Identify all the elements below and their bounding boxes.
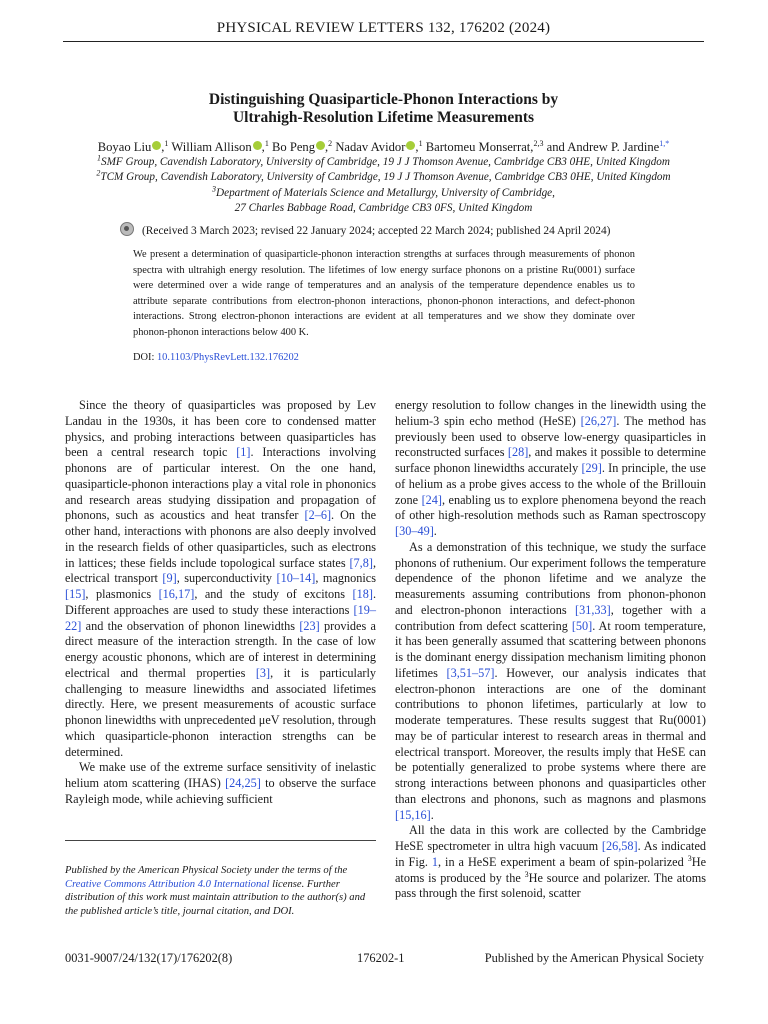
received-dates: (Received 3 March 2023; revised 22 January 2024; accepted 22 March 2024; published 24 April 2024): [120, 222, 660, 239]
orcid-icon[interactable]: [253, 141, 262, 150]
reference-link[interactable]: [3,51–57]: [446, 665, 495, 680]
reference-link[interactable]: [9]: [162, 571, 177, 586]
paragraph: All the data in this work are collected by the Cambridge HeSE spectrometer in ultra high vacuum [26,58]. As indicated in Fig. 1, in a HeSE experiment a beam of spin-polarized $^3$He atoms is produced by the $^3$He source and polarizer. The atoms pass through the first solenoid, scatter: [395, 823, 707, 901]
header-rule: [63, 41, 704, 42]
reference-link[interactable]: [29]: [581, 461, 602, 475]
reference-link[interactable]: [10–14]: [276, 571, 316, 586]
body-right-column: [395, 398, 706, 902]
reference-link[interactable]: [1]: [236, 445, 251, 460]
reference-link[interactable]: [18]: [352, 587, 373, 601]
author[interactable]: Boyao Liu ,$^1$: [97, 138, 169, 154]
reference-link[interactable]: [23]: [299, 618, 320, 633]
abstract: We present a determination of quasiparticle-phonon interaction strengths at surfaces through measurements of phonon spectra with ultrahigh energy resolution. The lifetimes of low energy surface phonons on a pristine Ru(0001) surface were determined over a wide range of temperatures and an analysis of the temperature dependence enables us to attribute separate contributions from electron-phonon interactions, phonon-phonon interactions, and defect-phonon interactions. Strong electron-phonon interactions are evident at all temperatures and we show they dominate over phonon-phonon interactions below 400 K.: [133, 249, 635, 338]
reference-link[interactable]: [24]: [421, 492, 442, 507]
reference-link[interactable]: [15,16]: [395, 807, 431, 822]
author[interactable]: Nadav Avidor ,$^1$: [335, 138, 423, 154]
title-line-1: Distinguishing Quasiparticle-Phonon Interactions by: [208, 91, 559, 108]
orcid-icon[interactable]: [316, 141, 325, 150]
reference-link[interactable]: [31,33]: [574, 602, 611, 617]
paragraph: energy resolution to follow changes in the linewidth using the helium-3 spin echo method (HeSE) [26,27]. The method has previously been used to observe low-energy quasiparticles in reconstructed surfaces [28], and makes it possible to determine surface phonon linewidths accurately [29]. In principle, the use of helium as a probe gives access to the whole of the Brillouin zone [24], enabling us to explore phenomena beyond the reach of other high-resolution methods such as Raman spectroscopy [30–49].: [395, 398, 707, 538]
affiliation: $^2$TCM Group, Cavendish Laboratory, University of Cambridge, 19 J J Thomson Avenue, Cambridge CB3 0HE, United Kingdom: [96, 168, 671, 184]
reference-link[interactable]: [16,17]: [158, 587, 195, 601]
reference-link[interactable]: [3]: [255, 665, 271, 680]
doi-line: DOI: 10.1103/PhysRevLett.132.176202: [133, 352, 299, 363]
reference-link[interactable]: [26,58]: [601, 839, 638, 853]
reference-link[interactable]: [50]: [571, 618, 593, 633]
paragraph: We make use of the extreme surface sensitivity of inelastic helium atom scattering (IHAS) [24,25] to observe the surface Rayleigh mode, while achieving sufficient: [65, 760, 376, 806]
reference-link[interactable]: [7,8]: [349, 555, 373, 570]
footnote-rule: [65, 840, 376, 841]
doi-link[interactable]: 10.1103/PhysRevLett.132.176202: [156, 352, 299, 363]
reference-link[interactable]: [2–6]: [304, 508, 332, 523]
page-number: 176202-1: [357, 951, 405, 965]
reference-link[interactable]: [19–22]: [65, 602, 376, 633]
orcid-icon[interactable]: [406, 141, 415, 150]
article-title: [63, 91, 704, 127]
paragraph: As a demonstration of this technique, we study the surface phonons of ruthenium. Our experiment follows the temperature dependence of the phonon lifetime and we analyze the measurements assuming contributions from phonon-phonon and electron-phonon interactions [31,33], together with a contribution from defect scattering [50]. At room temperature, it has been generally assumed that scattering between phonons is the dominant energy dissipation mechanism limiting phonon lifetimes [3,51–57]. However, our analysis indicates that electron-phonon interactions are one of the dominant contributions to phonon lifetimes, particularly at low to moderate temperatures. These results suggest that Ru(0001) may be of particular interest to research areas in thermal and electrical transport. Moreover, the results imply that HeSE can be potentially generalized to probe systems where there are strong interactions between phonons and quasiparticles other than electrons and phonons, such as magnons and plasmons [15,16].: [395, 539, 706, 822]
body-left-column: [65, 398, 376, 808]
affiliations: [63, 155, 704, 217]
reference-link[interactable]: 1: [431, 854, 439, 869]
footer-code: 0031-9007/24/132(17)/176202(8): [65, 951, 233, 965]
author[interactable]: William Allison ,$^1$: [171, 138, 269, 154]
orcid-icon[interactable]: [152, 141, 161, 150]
author-list: Boyao Liu ,$^1$ William Allison ,$^1$ Bo Peng ,$^2$ Nadav Avidor ,$^1$ Bartomeu Monserrat,$^{2,3}$ and Andrew P. Jardine$^{1,*}$: [97, 138, 670, 154]
reference-link[interactable]: [15]: [65, 587, 86, 601]
reference-link[interactable]: [28]: [507, 445, 529, 460]
journal-header: PHYSICAL REVIEW LETTERS 132, 176202 (2024): [216, 20, 551, 36]
reference-link[interactable]: [24,25]: [225, 776, 261, 790]
author[interactable]: Andrew P. Jardine$^{1,*}$: [567, 138, 670, 154]
author[interactable]: Bo Peng ,$^2$: [271, 138, 333, 154]
check-for-updates-icon[interactable]: [120, 222, 134, 236]
reference-link[interactable]: Creative Commons Attribution 4.0 International: [65, 878, 270, 890]
footer-publisher: Published by the American Physical Society: [484, 951, 704, 965]
affiliation: $^1$SMF Group, Cavendish Laboratory, University of Cambridge, 19 J J Thomson Avenue, Cambridge CB3 0HE, United Kingdom: [97, 153, 670, 168]
author[interactable]: Bartomeu Monserrat,$^{2,3}$: [425, 138, 544, 154]
license-footnote: Published by the American Physical Society under the terms of the Creative Commons Attribution 4.0 International license. Further distribution of this work must maintain attribution to the author(s) and the published article’s title, journal citation, and DOI.: [65, 865, 366, 917]
reference-link[interactable]: [30–49]: [395, 524, 434, 538]
affiliation: 27 Charles Babbage Road, Cambridge CB3 0FS, United Kingdom: [234, 202, 533, 215]
affiliation: $^3$Department of Materials Science and Metallurgy, University of Cambridge,: [212, 184, 555, 199]
paragraph: Since the theory of quasiparticles was proposed by Lev Landau in the 1930s, it has been core to condensed matter physics, and probing interactions between quasiparticles has been a central research topic [1]. Interactions involving phonons are of particular interest. On the one hand, quasiparticle-phonon interactions play a vital role in phononics and research areas studying dissipation and propagation of phonons, such as acoustics and heat transfer [2–6]. On the other hand, interactions with phonons are also deeply involved in the research fields of other quasiparticles, such as electrons in lattices; these fields include topological surface states [7,8], electrical transport [9], superconductivity [10–14], magnonics [15], plasmonics [16,17], and the study of excitons [18]. Different approaches are used to study these interactions [19–22] and the observation of phonon linewidths [23] provides a direct measure of the interaction strength. In the case of low energy acoustic phonons, which are of interest in determining electrical and thermal properties [3], it is particularly challenging to measure linewidths and associated lifetimes directly. Here, we present measurements of acoustic surface phonon linewidths with unprecedented μeV resolution, through which quasiparticle-phonon interaction strengths can be determined.: [65, 398, 377, 759]
reference-link[interactable]: [26,27]: [580, 413, 617, 428]
title-line-2: Ultrahigh-Resolution Lifetime Measurements: [232, 109, 535, 126]
